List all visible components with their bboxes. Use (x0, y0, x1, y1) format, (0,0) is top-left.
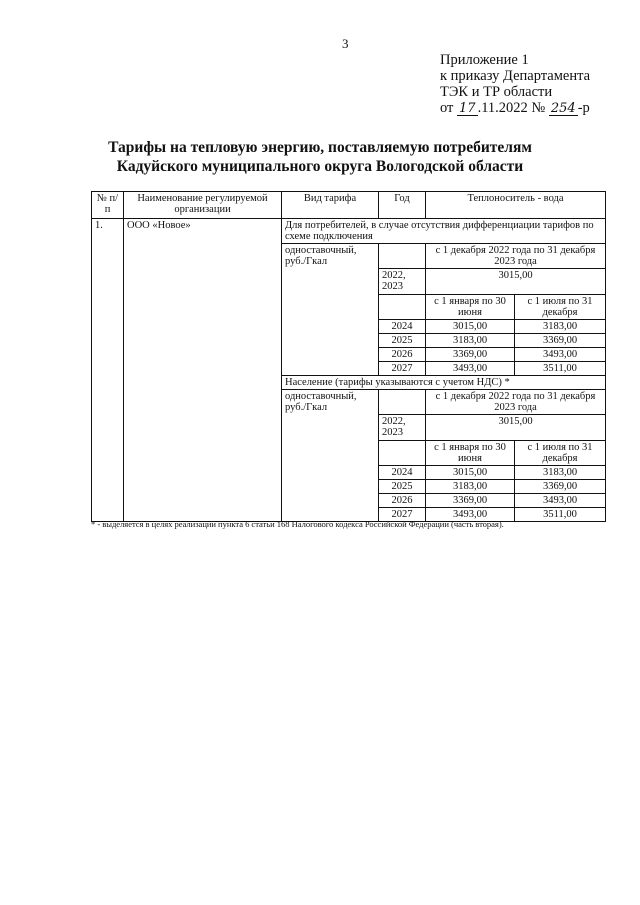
table-header-row (92, 192, 606, 219)
handwritten-order-number: 254 (550, 101, 576, 116)
period-header: с 1 декабря 2022 года по 31 декабря 2023 года (426, 390, 606, 415)
appendix-header (440, 52, 590, 116)
title-line-2: Кадуйского муниципального округа Вологодской области (116, 158, 524, 175)
empty-year-cell (379, 244, 426, 269)
document-title (60, 138, 580, 176)
tariff-table (91, 191, 606, 522)
year-cell: 2024 (379, 466, 426, 480)
tariff-h2-value: 3183,00 (515, 320, 606, 334)
appendix-date-line (440, 100, 590, 116)
tariff-h1-value: 3493,00 (426, 508, 515, 522)
tariff-h1-value: 3493,00 (426, 362, 515, 376)
tariff-h1-value: 3015,00 (426, 466, 515, 480)
header-org: Наименование регулируемой организации (124, 192, 282, 219)
row-number: 1. (92, 219, 124, 522)
period-years: 2022, 2023 (379, 269, 426, 295)
tariff-h1-value: 3183,00 (426, 334, 515, 348)
organization-name: ООО «Новое» (124, 219, 282, 522)
empty-year-cell (379, 390, 426, 415)
page-number: 3 (342, 36, 349, 51)
year-cell: 2025 (379, 334, 426, 348)
half-2-header: с 1 июля по 31 декабря (515, 295, 606, 320)
appendix-line-2: к приказу Департамента (440, 68, 591, 84)
tariff-h1-value: 3183,00 (426, 480, 515, 494)
consumer-group-label: Население (тарифы указываются с учетом НДС) * (282, 376, 606, 390)
tariff-h2-value: 3493,00 (515, 348, 606, 362)
appendix-line-3: ТЭК и ТР области (440, 84, 553, 100)
period-years: 2022, 2023 (379, 415, 426, 441)
appendix-line-1: Приложение 1 (440, 52, 529, 68)
tariff-h1-value: 3369,00 (426, 348, 515, 362)
half-1-header: с 1 января по 30 июня (426, 441, 515, 466)
tariff-h1-value: 3015,00 (426, 320, 515, 334)
consumer-group-label: Для потребителей, в случае отсутствия дифференциации тарифов по схеме подключения (282, 219, 606, 244)
header-tariff-type: Вид тарифа (282, 192, 379, 219)
tariff-h2-value: 3183,00 (515, 466, 606, 480)
empty-year-cell (379, 295, 426, 320)
tariff-h2-value: 3493,00 (515, 494, 606, 508)
table-body (92, 219, 606, 522)
period-value: 3015,00 (426, 415, 606, 441)
header-num: № п/п (92, 192, 124, 219)
order-suffix: -р (577, 100, 590, 116)
half-1-header: с 1 января по 30 июня (426, 295, 515, 320)
year-cell: 2024 (379, 320, 426, 334)
tariff-type: одноставочный, руб./Гкал (282, 390, 379, 522)
half-2-header: с 1 июля по 31 декабря (515, 441, 606, 466)
year-cell: 2027 (379, 508, 426, 522)
tariff-h1-value: 3369,00 (426, 494, 515, 508)
table-row (92, 219, 606, 244)
year-cell: 2026 (379, 348, 426, 362)
tariff-type: одноставочный, руб./Гкал (282, 244, 379, 376)
tariff-h2-value: 3369,00 (515, 334, 606, 348)
date-prefix: от (440, 100, 454, 116)
tariff-h2-value: 3511,00 (515, 362, 606, 376)
header-carrier: Теплоноситель - вода (426, 192, 606, 219)
period-value: 3015,00 (426, 269, 606, 295)
header-year: Год (379, 192, 426, 219)
tariff-h2-value: 3369,00 (515, 480, 606, 494)
handwritten-day: 17 (459, 101, 476, 116)
period-header: с 1 декабря 2022 года по 31 декабря 2023 года (426, 244, 606, 269)
year-cell: 2025 (379, 480, 426, 494)
footnote: * - выделяется в целях реализации пункта 6 статьи 168 Налогового кодекса Российской Федерации (часть вторая). (91, 519, 504, 529)
date-rest: .11.2022 № (477, 100, 546, 116)
tariff-h2-value: 3511,00 (515, 508, 606, 522)
title-line-1: Тарифы на тепловую энергию, поставляемую потребителям (108, 139, 532, 156)
year-cell: 2027 (379, 362, 426, 376)
empty-year-cell (379, 441, 426, 466)
year-cell: 2026 (379, 494, 426, 508)
